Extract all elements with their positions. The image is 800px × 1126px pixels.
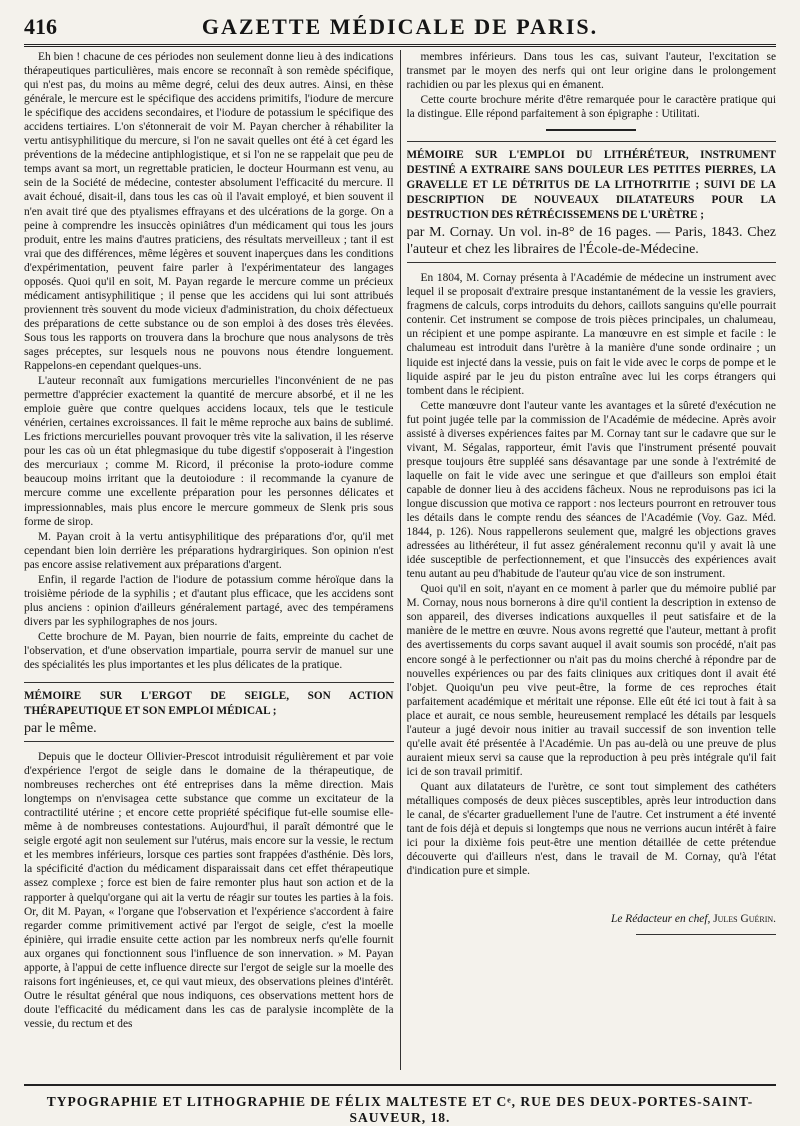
signature-prefix: Le Rédacteur en chef,: [611, 913, 711, 926]
left-column: [24, 50, 394, 1070]
signature-name: Jules Guérin.: [713, 913, 776, 926]
section-byline: par le même.: [24, 721, 97, 737]
paragraph: Quoi qu'il en soit, n'ayant en ce moment à parler que du mémoire publié par M. Cornay, nous nous bornerons à dire qu'il contient la description in extenso de son appareil, des diverses indications auxquelles il peut satisfaire et de la manière de le mettre en œuvre. Nous avons regretté que l'auteur, mettant à profit des avertissements du corps savant auquel il avait soumis son procédé, n'ait pas encore songé à le perfectionner ou n'ait pas du moins cherché à répondre par de nouvelles expériences ou par des faits cliniques aux critiques dont il avait été l'objet. Quoiqu'un peu vive peut-être, la forme de ces reproches était parfaitement académique et méritait une réponse. Elle eût été ici tout à fait à sa place et aurait, ce nous semble, heureusement remplacé les détails par lesquels l'auteur a jugé devoir nous initier au travail successif de son invention telle qu'elle avait été présentée à l'Académie. Un pas au-delà ou une preuve de plus auraient mieux servi sa cause que la reproduction à peu près intégrale qu'il fait ici de son travail primitif.: [406, 583, 776, 778]
section-title: MÉMOIRE SUR L'EMPLOI DU LITHÉRÉTEUR, INSTRUMENT DESTINÉ A EXTRAIRE SANS DOULEUR LES PETITES PIERRES, LA GRAVELLE ET LE DÉTRITUS DE LA LITHOTRITIE ; SUIVI DE LA DESCRIPTION DE NOUVEAUX DILATATEURS POUR LA DESTRUCTION DES RÉTRÉCISSEMENS DE L'URÈTRE ;: [406, 149, 776, 222]
end-rule: [636, 934, 776, 935]
paragraph: Cette manœuvre dont l'auteur vante les avantages et la sûreté d'exécution ne fut point jugée telle par la commission de l'Académie de médecine. Après avoir assisté à diverses expériences faites par M. Cornay tant sur le cadavre que sur le vivant, M. Ségalas, rapporteur, émit l'avis que l'instrument présenté pouvait presque toujours être suppléé sans désavantage par une sonde à l'extrémité de laquelle on fait le vide avec une seringue et que d'ailleurs son emploi était capable de donner lieu à des accidens fâcheux. Nous ne reproduisons pas ici la longue discussion que motiva ce rapport : nos lecteurs pourront en retrouver tous les détails dans le compte rendu des séances de l'Académie (Voy. Gaz. Méd. 1844, p. 126). Nous rappellerons seulement que, malgré les objections graves adressées au lithéréteur, il fut assez généralement reconnu qu'il y avait là une idée susceptible de perfectionnement, et que l'insuccès des expériences avait tenu autant au peu d'habitude de l'auteur qu'au vice de son instrument.: [406, 399, 776, 581]
section-byline: par M. Cornay. Un vol. in-8° de 16 pages. — Paris, 1843. Chez l'auteur et chez les libraires de l'École-de-Médecine.: [406, 225, 776, 258]
paragraph: M. Payan croit à la vertu antisyphilitique des préparations d'or, qu'il met cependant bien loin derrière les préparations hydrargiriques. Son opinion n'est pas encore assise relativement aux préparations d'argent.: [24, 530, 394, 571]
page-number: 416: [24, 14, 57, 39]
article-columns: [24, 50, 776, 1070]
section-heading-lithereteur: [407, 141, 777, 263]
editor-signature: [407, 912, 777, 926]
paragraph: membres inférieurs. Dans tous les cas, suivant l'auteur, l'excitation se transmet par le moyen des nerfs qui ont leur origine dans le prolongement rachidien ou par les plexus qui en émanent.: [406, 51, 776, 92]
paragraph: Eh bien ! chacune de ces périodes non seulement donne lieu à des indications thérapeutiques particulières, mais encore se reconnaît à son remède spécifique, qui n'est pas, du moins au même degré, celui des deux autres. Ainsi, en thèse générale, le mercure est le spécifique des accidens primitifs, l'iodure de mercure le spécifique des accidens secondaires, et l'iodure de potassium le spécifique des accidens tertiaires. L'on s'étonnerait de voir M. Payan chercher à réhabiliter la vertu antisyphilitique du mercure, si l'on ne savait quelles ont été à cet égard les préventions de la médecine antiphlogistique, et si l'on ne se rappelait que peu de temps avant sa mort, un regrettable praticien, le docteur Hourmann est venu, au sein de la Société de médecine, contester absolument l'efficacité du mercure. Il avait échoué, disait-il, dans tous les cas où il l'avait employé, et bien souvent il n'en avait tiré que des ptyalismes effrayans et des ulcérations de la gorge. On a peine à comprendre les insuccès opiniâtres d'un médicament qui tous les jours produit, entre les mains d'autres praticiens, des résultats merveilleux ; tant il est vrai que des différences, même légères et souvent inaperçues dans les conditions d'expérimentation, peuvent faire parler à l'expérimentateur des langages opposés. Quoi qu'il en soit, M. Payan regarde le mercure comme un précieux médicament antisyphilitique ; il pense que les accidens qui lui sont attribués proviennent très souvent du mode vicieux d'administration, du choix défectueux des préparations de cette substance ou de son emploi à des doses très élevées. Sous tous les rapports on trouvera dans la brochure que nous analysons de très sages préceptes, sur lesquels nous ne pouvons nous étendre longuement. Rappelons-en cependant quelques-uns.: [24, 51, 394, 373]
paragraph: Enfin, il regarde l'action de l'iodure de potassium comme héroïque dans la troisième période de la syphilis ; et d'autant plus efficace, que les accidens sont plus anciens : opinion d'ailleurs généralement partagé, avec des tempéramens divers par les syphilographes de nos jours.: [24, 573, 394, 628]
paragraph: Cette brochure de M. Payan, bien nourrie de faits, empreinte du cachet de l'observation, et d'une observation impartiale, pourra servir de manuel sur une des spécialités les plus importantes et les plus délicates de la pratique.: [24, 630, 394, 672]
column-divider: [400, 50, 401, 1070]
separator-rule: [546, 129, 636, 131]
section-heading-ergot: [24, 682, 394, 742]
right-column: [407, 50, 777, 1070]
masthead: [24, 10, 776, 47]
gazette-title: GAZETTE MÉDICALE DE PARIS.: [201, 14, 599, 39]
printer-imprint: TYPOGRAPHIE ET LITHOGRAPHIE DE FÉLIX MALTESTE ET Cᵉ, RUE DES DEUX-PORTES-SAINT-SAUVEUR, 18.: [24, 1084, 776, 1126]
section-title: MÉMOIRE SUR L'ERGOT DE SEIGLE, SON ACTION THÉRAPEUTIQUE ET SON EMPLOI MÉDICAL ;: [24, 690, 394, 718]
paragraph: Cette courte brochure mérite d'être remarquée pour le caractère pratique qui la distingue. Elle répond parfaitement à son épigraphe : Utilitati.: [406, 94, 776, 121]
paragraph: Quant aux dilatateurs de l'urètre, ce sont tout simplement des cathéters métalliques composés de deux pièces susceptibles, après leur introduction dans le canal, de s'écarter graduellement l'une de l'autre. Cet instrument a été inventé tant de fois déjà et depuis si longtemps que nous ne verrions aucun intérêt à faire ici pour la dixième fois peut-être une mention détaillée de cette prétendue découverte qui d'ailleurs n'est, dans le travail de M. Cornay, qu'à l'état d'indication pure et simple.: [406, 780, 776, 878]
paragraph: Depuis que le docteur Ollivier-Prescot introduisit régulièrement et par voie d'expérience l'ergot de seigle dans le domaine de la thérapeutique, de nombreuses recherches ont été entreprises dans la même direction. Mais longtemps on n'envisagea cette substance que comme un excitateur de la contractilité utérine ; et encore cette propriété spécifique fut-elle soumise elle-même à de nombreuses contestations. Aujourd'hui, il paraît démontré que le seigle ergoté agit non seulement sur l'utérus, mais encore sur la vessie, le rectum et les membres inférieurs, lorsque ces parties sont frappées d'asthénie. Dès lors, la spécificité d'action du médicament disparaissait dans cet effet thérapeutique assez complexe ; force est bien de faire remonter plus haut son action et de la rapporter à quelqu'organe qui ait la vertu de réagir sur toutes les parties à la fois. Or, dit M. Payan, « l'organe que l'observation et l'expérience s'accordent à faire regarder comme primitivement activé par l'ergot de seigle, c'est la moelle épinière, qui irradie ensuite cette action par les nombreux nerfs qu'elle fournit aux organes qui fonctionnent sous l'influence de son innervation. » M. Payan apporte, à l'appui de cette influence directe sur l'ergot de seigle sur la moelle des raisons fort ingénieuses, et, ce qui vaut mieux, des observations pleines d'intérêt. Outre le résultat général que nous indiquons, ces observations mettent hors de doute l'efficacité du médicament dans les cas de paralysie incomplète de la vessie, du rectum et des: [24, 751, 394, 1030]
paragraph: En 1804, M. Cornay présenta à l'Académie de médecine un instrument avec lequel il se proposait d'extraire presque instantanément de la vessie les graviers, fragmens de calculs, corps introduits du dehors, caillots sanguins qu'elle pourrait contenir. Cet instrument se compose de trois pièces principales, un chalumeau, un récipient et une pompe aspirante. La manœuvre en est simple et facile : le chalumeau est introduit dans l'urètre à la manière d'une sonde ordinaire ; un liquide est injecté dans la vessie, puis on fait le vide avec le corps de pompe et le liquide aspiré par le jeu du piston entraîne avec lui les corps étrangers qui tombent dans le récipient.: [406, 272, 776, 397]
paragraph: L'auteur reconnaît aux fumigations mercurielles l'inconvénient de ne pas permettre d'apprécier exactement la quantité de mercure absorbé, et il ne les emploie guère que contre quelques accidens locaux, tels que le testicule vénérien, certaines excroissances. Il fait le même reproche aux bains de sublimé. Les frictions mercurielles pouvant provoquer très vite la salivation, il les réserve pour les cas où un état phlegmasique du tube digestif s'opposerait à l'ingestion des mercuriaux ; comme M. Ricord, il préconise la proto-iodure comme beaucoup moins irritant que la deutoiodure : il recommande la cyanure de mercure comme une excellente préparation pour les personnes délicates et impressionnables, mais plus encore le mercure gommeux de Slenk pris sous forme de sirop.: [24, 375, 394, 528]
